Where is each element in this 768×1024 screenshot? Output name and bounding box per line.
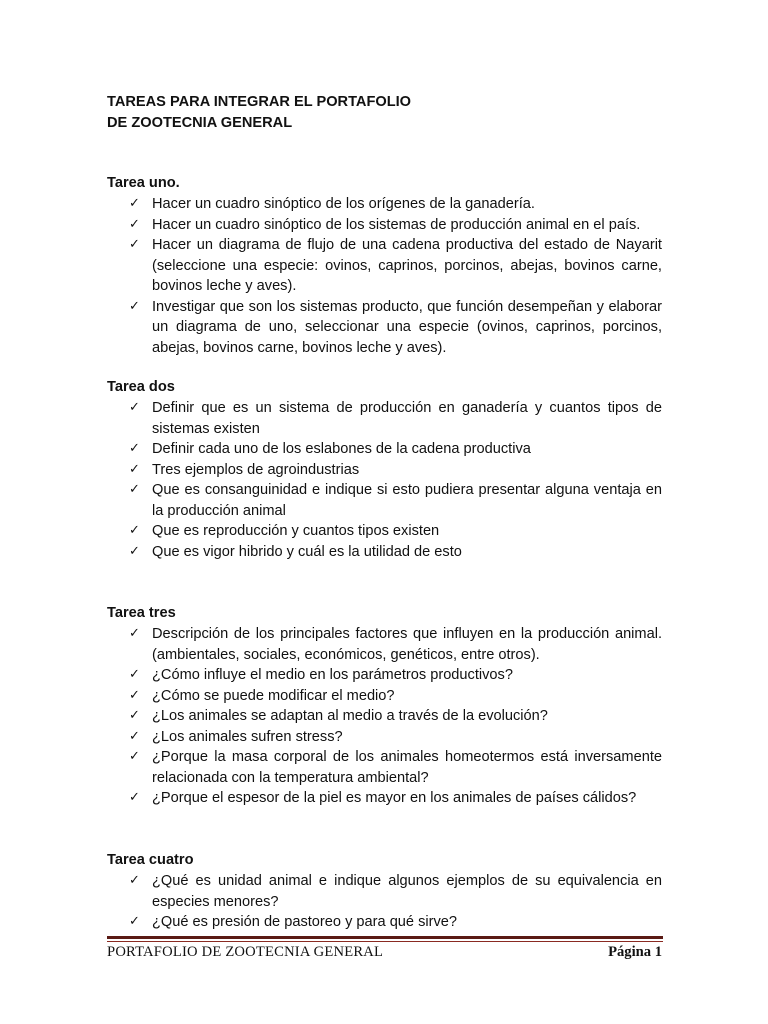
list-item (107, 788, 662, 809)
list-item-text: Definir que es un sistema de producción en ganadería y cuantos tipos de sistemas existen (152, 400, 662, 437)
list-item-text: ¿Cómo influye el medio en los parámetros productivos? (152, 667, 513, 683)
section-tarea-cuatro (107, 850, 662, 933)
checkmark-icon: ✓ (129, 687, 140, 703)
list-item (107, 624, 662, 665)
section-tarea-tres (107, 603, 662, 809)
checkmark-icon: ✓ (129, 790, 140, 805)
section-heading: Tarea tres (107, 605, 176, 621)
list-item (107, 706, 662, 727)
list-item (107, 398, 662, 439)
checkmark-icon: ✓ (129, 196, 140, 211)
list-item (107, 235, 662, 297)
list-item-text: ¿Cómo se puede modificar el medio? (152, 687, 395, 704)
checkmark-icon: ✓ (129, 441, 140, 456)
section-tarea-dos (107, 377, 662, 562)
list-item (107, 521, 662, 542)
checkmark-icon: ✓ (129, 873, 140, 888)
list-item (107, 542, 662, 563)
list-item (107, 194, 662, 215)
list-item-text: Descripción de los principales factores que influyen en la producción animal. (ambientales, sociales, económicos, genéticos, entre otros). (152, 626, 662, 663)
page-number: Página 1 (608, 944, 662, 960)
list-item-text: ¿Los animales sufren stress? (152, 728, 343, 745)
checkmark-icon: ✓ (129, 482, 140, 497)
section-heading: Tarea dos (107, 379, 175, 395)
checkmark-icon: ✓ (129, 626, 140, 641)
list-item (107, 912, 662, 933)
list-item-text: Que es consanguinidad e indique si esto pudiera presentar alguna ventaja en la producción animal (152, 482, 662, 519)
checkmark-icon: ✓ (129, 298, 140, 314)
list-item (107, 297, 662, 359)
list-item (107, 215, 662, 236)
list-item-text: Hacer un cuadro sinóptico de los sistemas de producción animal en el país. (152, 216, 641, 233)
list-item (107, 727, 662, 748)
list-item-text: Que es reproducción y cuantos tipos existen (152, 523, 440, 539)
list-item (107, 439, 662, 460)
checkmark-icon: ✓ (129, 523, 140, 538)
list-item-text: Hacer un cuadro sinóptico de los orígenes de la ganadería. (152, 196, 535, 212)
list-item (107, 480, 662, 521)
list-item-text: ¿Porque la masa corporal de los animales homeotermos está inversamente relacionada con la temperatura ambiental? (152, 749, 662, 786)
checkmark-icon: ✓ (129, 543, 140, 559)
title-line-1: TAREAS PARA INTEGRAR EL PORTAFOLIO (107, 94, 412, 110)
list-item (107, 871, 662, 912)
list-item (107, 747, 662, 788)
task-list (107, 871, 662, 933)
list-item-text: ¿Qué es unidad animal e indique algunos ejemplos de su equivalencia en especies menores? (152, 873, 662, 910)
title-line-2: DE ZOOTECNIA GENERAL (107, 115, 293, 131)
list-item-text: Definir cada uno de los eslabones de la cadena productiva (152, 441, 531, 457)
list-item (107, 460, 662, 481)
checkmark-icon: ✓ (129, 237, 140, 252)
list-item-text: Tres ejemplos de agroindustrias (152, 461, 360, 478)
checkmark-icon: ✓ (129, 461, 140, 477)
document-title (107, 92, 411, 134)
footer-divider (107, 936, 663, 939)
task-list (107, 398, 662, 562)
section-heading: Tarea uno. (107, 175, 180, 191)
task-list (107, 194, 662, 358)
section-heading: Tarea cuatro (107, 852, 194, 868)
list-item (107, 686, 662, 707)
checkmark-icon: ✓ (129, 667, 140, 682)
checkmark-icon: ✓ (129, 749, 140, 764)
list-item-text: ¿Los animales se adaptan al medio a través de la evolución? (152, 708, 548, 724)
checkmark-icon: ✓ (129, 728, 140, 744)
section-tarea-uno (107, 173, 662, 358)
list-item-text: Investigar que son los sistemas producto, que función desempeñan y elaborar un diagrama de uno, seleccionar una especie (ovinos, caprinos, porcinos, abejas, bovinos carne, bovinos leche y aves). (152, 298, 662, 356)
task-list (107, 624, 662, 809)
list-item-text: ¿Qué es presión de pastoreo y para qué sirve? (152, 914, 458, 930)
list-item-text: Que es vigor hibrido y cuál es la utilidad de esto (152, 543, 462, 560)
list-item-text: Hacer un diagrama de flujo de una cadena productiva del estado de Nayarit (seleccione una especie: ovinos, caprinos, porcinos, abejas, bovinos carne, bovinos leche y aves). (152, 237, 662, 294)
list-item (107, 665, 662, 686)
checkmark-icon: ✓ (129, 216, 140, 232)
checkmark-icon: ✓ (129, 400, 140, 415)
footer-divider-thin (107, 941, 663, 942)
checkmark-icon: ✓ (129, 708, 140, 723)
list-item-text: ¿Porque el espesor de la piel es mayor en los animales de países cálidos? (152, 790, 637, 806)
footer-title: PORTAFOLIO DE ZOOTECNIA GENERAL (107, 944, 384, 960)
checkmark-icon: ✓ (129, 914, 140, 929)
